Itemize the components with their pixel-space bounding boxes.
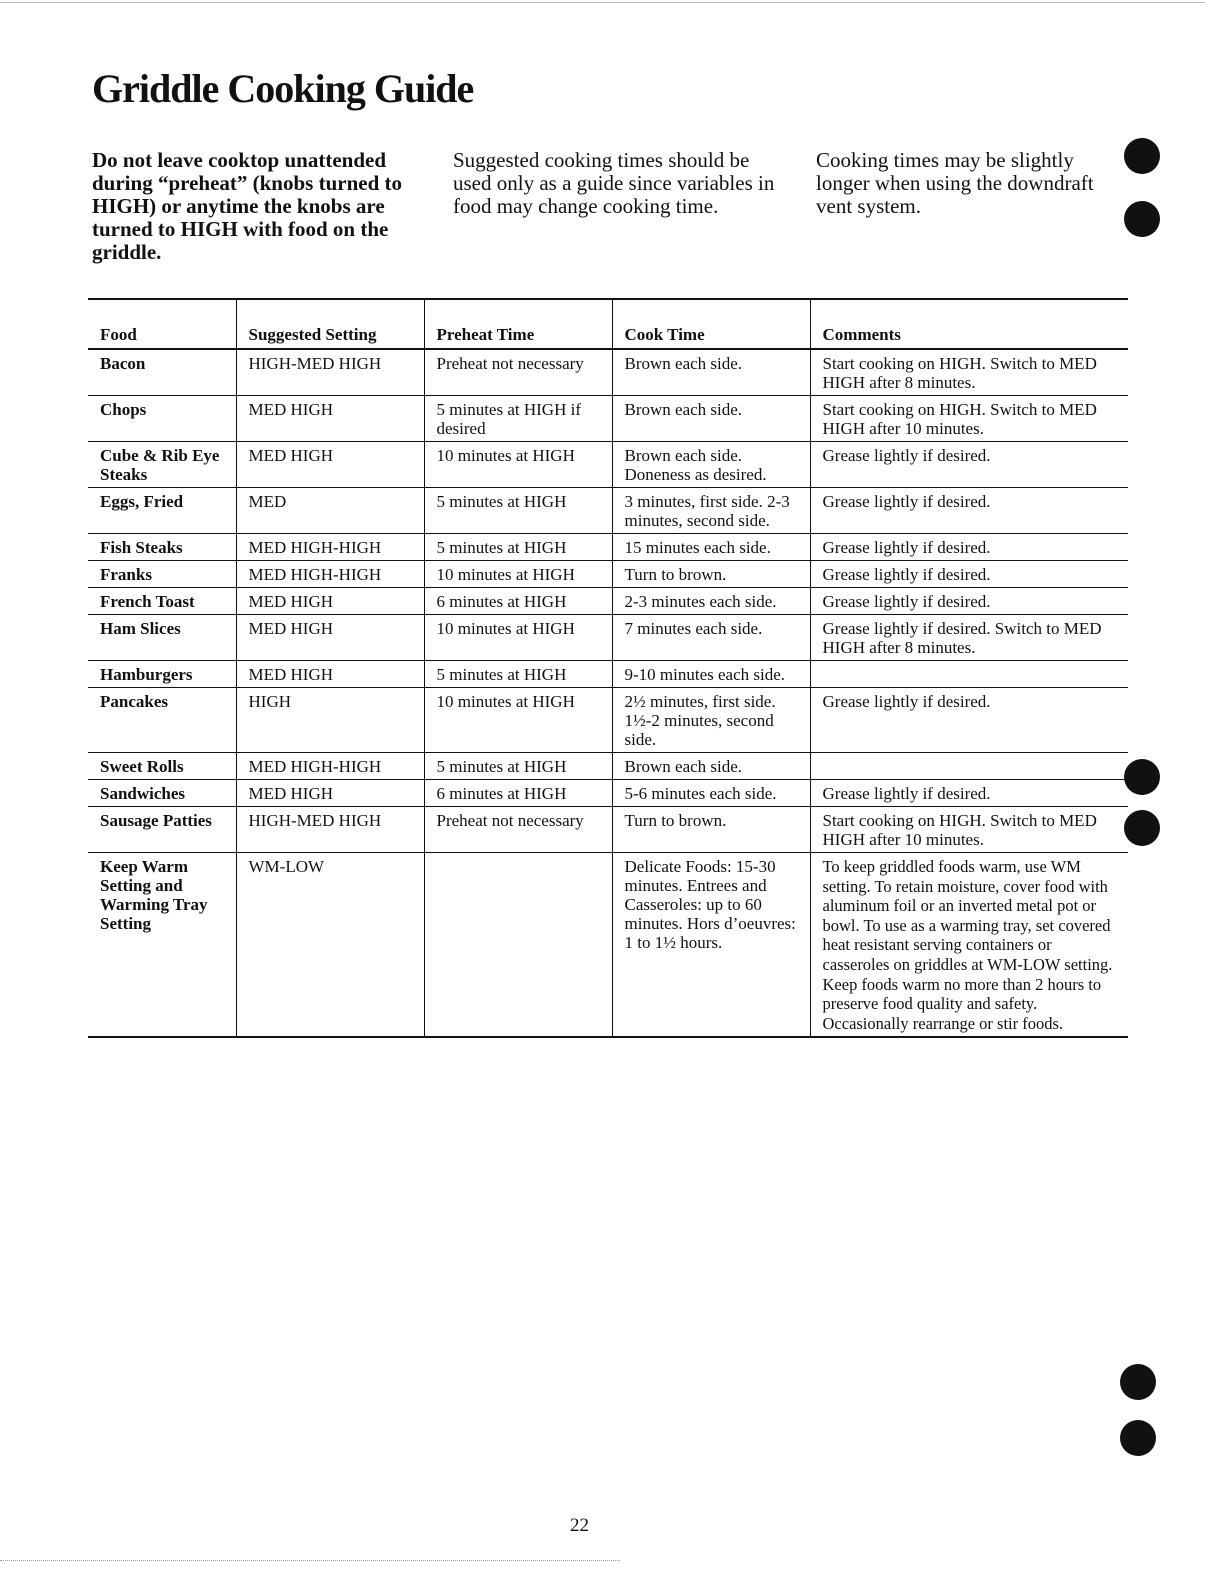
cook-time-cell: Brown each side. — [612, 396, 810, 442]
unattended-warning: Do not leave cooktop unattended during “preheat” (knobs turned to HIGH) or anytime the knobs are turned to HIGH with food on the griddle. — [92, 148, 402, 264]
food-cell: Keep Warm Setting and Warming Tray Setting — [88, 853, 236, 1038]
comments-cell: Grease lightly if desired. — [810, 561, 1128, 588]
comments-cell: Grease lightly if desired. — [810, 488, 1128, 534]
setting-cell: MED HIGH-HIGH — [236, 753, 424, 780]
cook-time-cell: Delicate Foods: 15-30 minutes. Entrees and Casseroles: up to 60 minutes. Hors d’oeuvres: 1 to 1½ hours. — [612, 853, 810, 1038]
food-cell: Ham Slices — [88, 615, 236, 661]
griddle-cooking-table — [88, 298, 1128, 1038]
preheat-cell: 5 minutes at HIGH — [424, 488, 612, 534]
setting-cell: WM-LOW — [236, 853, 424, 1038]
cook-time-cell: 5-6 minutes each side. — [612, 780, 810, 807]
page-title: Griddle Cooking Guide — [92, 66, 474, 111]
setting-cell: MED HIGH-HIGH — [236, 534, 424, 561]
column-header-suggested-setting: Suggested Setting — [236, 299, 424, 349]
preheat-cell: 10 minutes at HIGH — [424, 615, 612, 661]
food-cell: Franks — [88, 561, 236, 588]
column-header-cook-time: Cook Time — [612, 299, 810, 349]
page-number: 22 — [570, 1515, 589, 1536]
food-cell: Sandwiches — [88, 780, 236, 807]
food-cell: Hamburgers — [88, 661, 236, 688]
table-row — [88, 853, 1128, 1038]
comments-cell: Grease lightly if desired. — [810, 534, 1128, 561]
column-header-preheat-time: Preheat Time — [424, 299, 612, 349]
preheat-cell: 6 minutes at HIGH — [424, 588, 612, 615]
binder-hole-5 — [1120, 1364, 1156, 1400]
preheat-cell: 10 minutes at HIGH — [424, 561, 612, 588]
preheat-cell: Preheat not necessary — [424, 349, 612, 396]
table-row — [88, 688, 1128, 753]
comments-cell: Grease lightly if desired. — [810, 780, 1128, 807]
setting-cell: HIGH-MED HIGH — [236, 349, 424, 396]
setting-cell: MED HIGH — [236, 780, 424, 807]
cook-time-cell: 7 minutes each side. — [612, 615, 810, 661]
table-row — [88, 780, 1128, 807]
table-row — [88, 442, 1128, 488]
cooking-times-note: Suggested cooking times should be used only as a guide since variables in food may change cooking time. — [453, 148, 775, 218]
food-cell: Chops — [88, 396, 236, 442]
comments-cell: Grease lightly if desired. — [810, 588, 1128, 615]
table-row — [88, 807, 1128, 853]
comments-cell — [810, 661, 1128, 688]
preheat-cell: 5 minutes at HIGH — [424, 661, 612, 688]
cook-time-cell: Turn to brown. — [612, 807, 810, 853]
setting-cell: MED HIGH-HIGH — [236, 561, 424, 588]
top-rule — [0, 2, 1205, 3]
cook-time-cell: Turn to brown. — [612, 561, 810, 588]
column-header-food: Food — [88, 299, 236, 349]
table-row — [88, 396, 1128, 442]
downdraft-note: Cooking times may be slightly longer when using the downdraft vent system. — [816, 148, 1094, 218]
table-row — [88, 349, 1128, 396]
table-row — [88, 588, 1128, 615]
setting-cell: MED HIGH — [236, 615, 424, 661]
table-row — [88, 488, 1128, 534]
cook-time-cell: Brown each side. — [612, 753, 810, 780]
binder-hole-2 — [1124, 201, 1160, 237]
cook-time-cell: 2½ minutes, first side. 1½-2 minutes, second side. — [612, 688, 810, 753]
setting-cell: MED HIGH — [236, 396, 424, 442]
cook-time-cell: Brown each side. Doneness as desired. — [612, 442, 810, 488]
comments-cell: Start cooking on HIGH. Switch to MED HIGH after 10 minutes. — [810, 807, 1128, 853]
setting-cell: MED HIGH — [236, 442, 424, 488]
food-cell: Bacon — [100, 354, 146, 373]
food-cell: French Toast — [88, 588, 236, 615]
preheat-cell: 10 minutes at HIGH — [424, 442, 612, 488]
comments-cell — [810, 753, 1128, 780]
table-row — [88, 534, 1128, 561]
table-row — [88, 615, 1128, 661]
cook-time-cell: 15 minutes each side. — [612, 534, 810, 561]
cook-time-cell: Brown each side. — [612, 349, 810, 396]
cook-time-cell: 3 minutes, first side. 2-3 minutes, second side. — [612, 488, 810, 534]
preheat-cell: Preheat not necessary — [424, 807, 612, 853]
food-cell: Sausage Patties — [88, 807, 236, 853]
comments-cell: Grease lightly if desired. — [810, 688, 1128, 753]
food-cell: Eggs, Fried — [88, 488, 236, 534]
comments-cell: Grease lightly if desired. Switch to MED HIGH after 8 minutes. — [810, 615, 1128, 661]
table-row — [88, 561, 1128, 588]
bottom-rule — [0, 1560, 620, 1562]
setting-cell: MED HIGH — [236, 588, 424, 615]
food-cell: Pancakes — [88, 688, 236, 753]
table-header-row — [88, 299, 1128, 349]
comments-cell: Grease lightly if desired. — [810, 442, 1128, 488]
table-row — [88, 661, 1128, 688]
setting-cell: MED — [236, 488, 424, 534]
food-cell: Sweet Rolls — [88, 753, 236, 780]
preheat-cell: 5 minutes at HIGH — [424, 534, 612, 561]
comments-cell: Start cooking on HIGH. Switch to MED HIGH after 8 minutes. — [810, 349, 1128, 396]
column-header-comments: Comments — [810, 299, 1128, 349]
cook-time-cell: 2-3 minutes each side. — [612, 588, 810, 615]
comments-cell: To keep griddled foods warm, use WM setting. To retain moisture, cover food with aluminum foil or an inverted metal pot or bowl. To use as a warming tray, set covered heat resistant serving containers or casseroles on griddles at WM-LOW setting. Keep foods warm no more than 2 hours to preserve food quality and safety. Occasionally rearrange or stir foods. — [810, 853, 1128, 1038]
setting-cell: HIGH-MED HIGH — [236, 807, 424, 853]
food-cell: Cube & Rib Eye Steaks — [88, 442, 236, 488]
preheat-cell: 10 minutes at HIGH — [424, 688, 612, 753]
preheat-cell: 5 minutes at HIGH if desired — [424, 396, 612, 442]
preheat-cell — [424, 853, 612, 1038]
binder-hole-3 — [1124, 759, 1160, 795]
binder-hole-1 — [1124, 138, 1160, 174]
setting-cell: MED HIGH — [236, 661, 424, 688]
food-cell: Fish Steaks — [88, 534, 236, 561]
cook-time-cell: 9-10 minutes each side. — [612, 661, 810, 688]
preheat-cell: 5 minutes at HIGH — [424, 753, 612, 780]
comments-cell: Start cooking on HIGH. Switch to MED HIGH after 10 minutes. — [810, 396, 1128, 442]
binder-hole-6 — [1120, 1420, 1156, 1456]
binder-hole-4 — [1124, 810, 1160, 846]
setting-cell: HIGH — [236, 688, 424, 753]
table-row — [88, 753, 1128, 780]
preheat-cell: 6 minutes at HIGH — [424, 780, 612, 807]
